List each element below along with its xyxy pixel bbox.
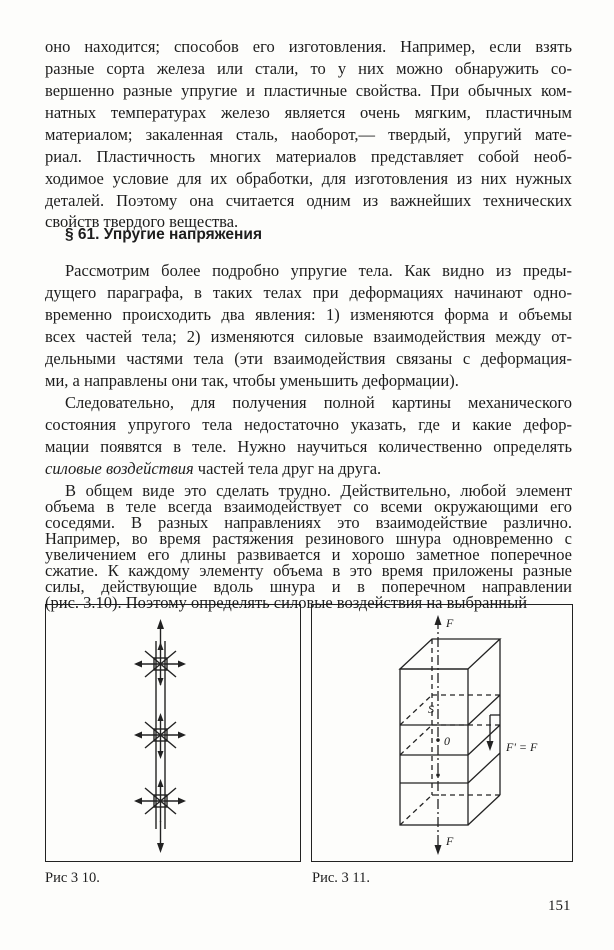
text-line: соседями. В разных направлениях это взаимодействие различно. [45, 513, 572, 532]
text-line: деталей. Поэтому она считается одним из важнейших технических [45, 191, 572, 210]
text-line: дельными частями тела (эти взаимодействия связаны с деформация- [45, 349, 572, 368]
stress-cube-diagram [312, 605, 574, 863]
text-run: частей тела друг на друга. [193, 459, 382, 478]
text-line: вершенно разные упругие и пластичные свойства. При обычных ком- [45, 81, 572, 100]
point-label: 0 [444, 734, 450, 748]
rubber-cord-diagram [46, 605, 302, 863]
text-line: оно находится; способов его изготовления. Например, если взять [45, 37, 572, 56]
text-line: временно происходить два явления: 1) изменяются форма и объемы [45, 305, 572, 324]
text-line: свойств твердого вещества. [45, 212, 239, 231]
text-line: Следовательно, для получения полной картины механического [65, 393, 572, 412]
text-line: объема в теле всегда взаимодействует со всеми окружающими его [45, 497, 572, 516]
text-line: ми, а направлены они так, чтобы уменьшить деформации). [45, 371, 459, 390]
page-number: 151 [548, 898, 571, 914]
text-line: материалом; закаленная сталь, наоборот,— твердый, упругий мате- [45, 125, 572, 144]
figure-3-10 [45, 604, 301, 862]
text-line: состояния упругого тела недостаточно указать, где и какие дефор- [45, 415, 572, 434]
text-line: увеличением его длины развивается и хорошо заметное поперечное [45, 545, 572, 564]
text-line: Например, во время растяжения резинового шнура одновременно с [45, 529, 572, 548]
force-bottom-label: F [446, 834, 454, 848]
text-line: сжатие. К каждому элементу объема в это время приложены разные [45, 561, 572, 580]
text-line: риал. Пластичность многих материалов представляет собой необ- [45, 147, 572, 166]
text-line: мации появятся в теле. Нужно научиться количественно определять [45, 437, 572, 456]
force-top-label: F [446, 616, 454, 630]
figure-caption: Рис. 3 11. [312, 870, 370, 886]
area-label: S [428, 702, 434, 716]
italic-term: силовые воздействия [45, 459, 194, 478]
text-line [45, 459, 572, 478]
text-line: (рис. 3.10). Поэтому определять силовые воздействия на выбранный [45, 593, 528, 612]
text-line: разные сорта железа или стали, то у них можно обнаружить со- [45, 59, 572, 78]
text-line: дущего параграфа, в таких телах при деформациях начинают одно- [45, 283, 572, 302]
force-side-label: F' = F [506, 740, 538, 754]
figure-caption: Рис 3 10. [45, 870, 100, 886]
text-line: В общем виде это сделать трудно. Действительно, любой элемент [65, 481, 572, 500]
text-line: ходимое условие для их обработки, для изготовления из них нужных [45, 169, 572, 188]
figure-3-11 [311, 604, 573, 862]
text-line: силы, действующие вдоль шнура и в поперечном направлении [45, 577, 572, 596]
text-line: всех частей тела; 2) изменяются силовые взаимодействия между от- [45, 327, 572, 346]
text-line: Рассмотрим более подробно упругие тела. Как видно из преды- [65, 261, 572, 280]
text-line: натных температурах железо является очень мягким, пластичным [45, 103, 572, 122]
section-heading: § 61. Упругие напряжения [65, 226, 262, 243]
